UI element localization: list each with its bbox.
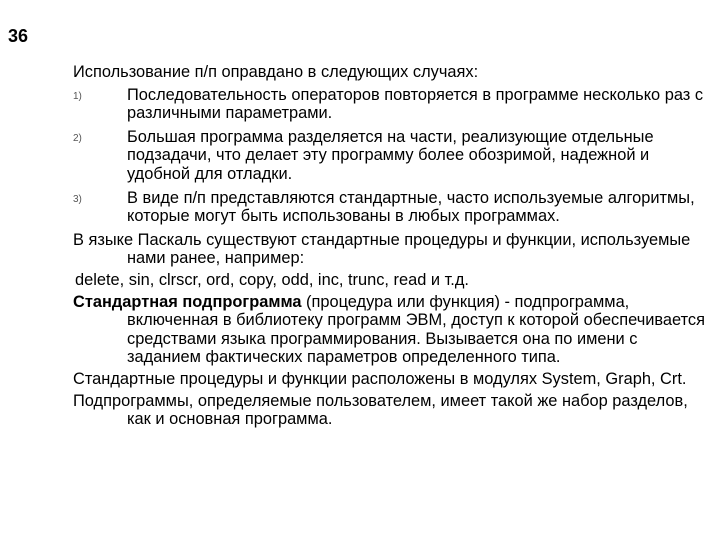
list-item-text: В виде п/п представляются стандартные, часто используемые алгоритмы, которые могут быть использованы в любых программах. — [127, 188, 695, 226]
pascal-paragraph: В языке Паскаль существуют стандартные процедуры и функции, используемые нами ранее, например: — [73, 230, 691, 268]
user-subprogram-paragraph: Подпрограммы, определяемые пользователем, имеет такой же набор разделов, как и основная программа. — [73, 391, 688, 429]
list-item — [73, 189, 713, 226]
standard-subprogram-paragraph — [73, 293, 713, 367]
list-item-text: Последовательность операторов повторяется в программе несколько раз с различными параметрами. — [127, 85, 704, 123]
slide-content — [73, 63, 713, 432]
list-item-number: 2) — [73, 132, 82, 144]
standard-subprogram-definition: (процедура или функция) - подпрограмма, включенная в библиотеку программ ЭВМ, доступ к которой обеспечивается средствами языка программирования. Вызывается она по имени с заданием фактических параметров определенного типа. — [127, 292, 706, 367]
list-item-text: Большая программа разделяется на части, реализующие отдельные подзадачи, что делает эту программу более обозримой, надежной и удобной для отладки. — [127, 127, 654, 183]
list-item-number: 3) — [73, 193, 82, 205]
modules-paragraph: Стандартные процедуры и функции расположены в модулях System, Graph, Crt. — [73, 369, 687, 388]
standard-subprogram-term: Стандартная подпрограмма — [73, 292, 302, 311]
intro-text: Использование п/п оправдано в следующих случаях: — [73, 63, 479, 81]
list-item — [73, 86, 713, 123]
slide-number: 36 — [8, 26, 29, 46]
list-item — [73, 128, 713, 184]
list-item-number: 1) — [73, 90, 82, 102]
examples-line: delete, sin, clrscr, ord, copy, odd, inc, trunc, read и т.д. — [75, 270, 469, 289]
